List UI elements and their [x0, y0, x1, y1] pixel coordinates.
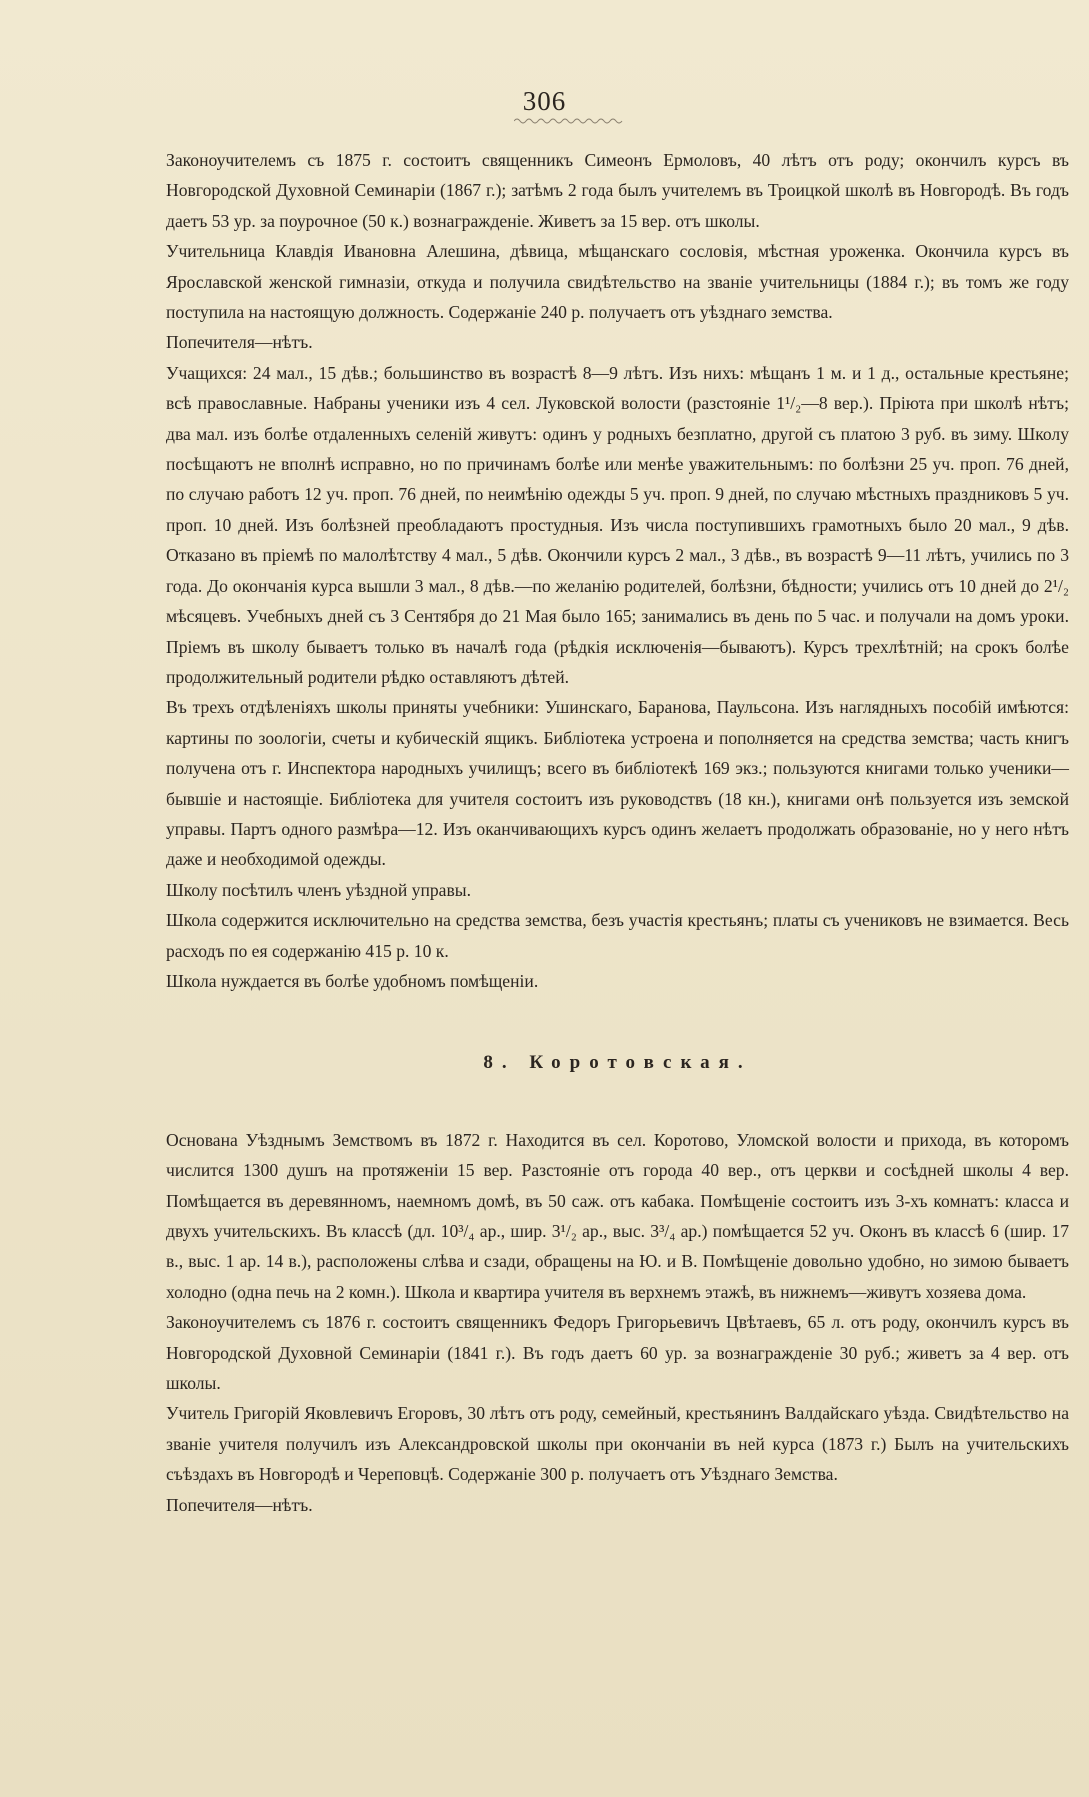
- paragraph-poseshchenie: Школу посѣтилъ членъ уѣздной управы.: [166, 879, 471, 900]
- paragraph-popechitel-1: Попечителя—нѣтъ.: [166, 332, 313, 353]
- section-heading: 8. Коротовская.: [483, 1052, 752, 1074]
- paragraph-popechitel-2: Попечителя—нѣтъ.: [166, 1494, 313, 1515]
- page-number: 306: [522, 86, 567, 116]
- paragraph-soderzhanie: Школа содержится исключительно на средства земства, безъ участія крестьянъ; платы съ учениковъ не взимается. Весь расходъ по ея содержанію 415 р. 10 к.: [166, 910, 1069, 961]
- paragraph-uchitelnitsa: Учительница Клавдія Ивановна Алешина, дѣвица, мѣщанскаго сословія, мѣстная уроженка. Окончила курсъ въ Ярославской женской гимназіи, откуда и получила свидѣтельство на званіе учительницы (1884 г.); въ томъ же году поступила на настоящую должность. Содержаніе 240 р. получаетъ отъ уѣзднаго земства.: [166, 241, 1069, 323]
- paragraph-nuzhdy: Школа нуждается въ болѣе удобномъ помѣщеніи.: [166, 970, 539, 991]
- paragraph-uchashchikhsya: Учащихся: 24 мал., 15 дѣв.; большинство въ возрастѣ 8—9 лѣтъ. Изъ нихъ: мѣщанъ 1 м. и 1 д., остальные крестьяне; всѣ православные. Набраны ученики изъ 4 сел. Луковской волости (разстояніе 1¹/₂—8 вер.). Пріюта при школѣ нѣтъ; два мал. изъ болѣе отдаленныхъ селеній живутъ: одинъ у родныхъ безплатно, другой съ платою 3 руб. въ зиму. Школу посѣщаютъ не вполнѣ исправно, но по причинамъ болѣе или менѣе уважительнымъ: по болѣзни 25 уч. проп. 76 дней, по случаю работъ 12 уч. проп. 76 дней, по неимѣнію одежды 5 уч. проп. 9 дней, по случаю мѣстныхъ праздниковъ 5 уч. проп. 10 дней. Изъ болѣзней преобладаютъ простудныя. Изъ числа поступившихъ грамотныхъ было 20 мал., 9 дѣв. Отказано въ пріемѣ по малолѣтству 4 мал., 5 дѣв. Окончили курсъ 2 мал., 3 дѣв., въ возрастѣ 9—11 лѣтъ, учились по 3 года. До окончанія курса вышли 3 мал., 8 дѣв.—по желанію родителей, болѣзни, бѣдности; учились отъ 10 дней до 2¹/₂ мѣсяцевъ. Учебныхъ дней съ 3 Сентября до 21 Мая было 165; занимались въ день по 5 час. и получали на домъ уроки. Пріемъ въ школу бываетъ только въ началѣ года (рѣдкія исключенія—бываютъ). Курсъ трехлѣтній; на срокъ болѣе продолжительный родители рѣдко оставляютъ дѣтей.: [166, 362, 1069, 687]
- paragraph-osnovana: Основана Уѣзднымъ Земствомъ въ 1872 г. Находится въ сел. Коротово, Уломской волости и прихода, въ которомъ числится 1300 душъ на протяженіи 15 вер. Разстояніе отъ города 40 вер., отъ церкви и сосѣдней школы 4 вер. Помѣщается въ деревянномъ, наемномъ домѣ, въ 50 саж. отъ кабака. Помѣщеніе состоитъ изъ 3-хъ комнатъ: класса и двухъ учительскихъ. Въ классѣ (дл. 10³/₄ ар., шир. 3¹/₂ ар., выс. 3³/₄ ар.) помѣщается 52 уч. Оконъ въ классѣ 6 (шир. 17 в., выс. 1 ар. 14 в.), расположены слѣва и сзади, обращены на Ю. и В. Помѣщеніе довольно удобно, но зимою бываетъ холодно (одна печь на 2 комн.). Школа и квартира учителя въ верхнемъ этажѣ, въ нижнемъ—живутъ хозяева дома.: [166, 1129, 1069, 1302]
- paragraph-zakonouchitel-2: Законоучителемъ съ 1876 г. состоитъ священникъ Федоръ Григорьевичъ Цвѣтаевъ, 65 л. отъ роду, окончилъ курсъ въ Новгородской Духовной Семинаріи (1841 г.). Въ годъ даетъ 60 ур. за вознагражденіе 30 руб.; живетъ за 4 вер. отъ школы.: [166, 1312, 1069, 1394]
- paragraph-uchebniki: Въ трехъ отдѣленіяхъ школы приняты учебники: Ушинскаго, Баранова, Паульсона. Изъ наглядныхъ пособій имѣются: картины по зоологіи, счеты и кубическій ящикъ. Библіотека устроена и пополняется на средства земства; часть книгъ получена отъ г. Инспектора народныхъ училищъ; всего въ библіотекѣ 169 экз.; пользуются книгами только ученики—бывшіе и настоящіе. Библіотека для учителя состоитъ изъ руководствъ (18 кн.), книгами онѣ пользуется изъ земской управы. Партъ одного размѣра—12. Изъ оканчивающихъ курсъ одинъ желаетъ продолжать образованіе, но у него нѣтъ даже и необходимой одежды.: [166, 697, 1069, 870]
- wave-ornament: [514, 117, 624, 125]
- body-text: [166, 145, 1069, 1520]
- paragraph-zakonouchitel-1: Законоучителемъ съ 1875 г. состоитъ священникъ Симеонъ Ермоловъ, 40 лѣтъ отъ роду; окончилъ курсъ въ Новгородской Духовной Семинаріи (1867 г.); затѣмъ 2 года былъ учителемъ въ Троицкой школѣ въ Новгородѣ. Въ годъ даетъ 53 ур. за поурочное (50 к.) вознагражденіе. Живетъ за 15 вер. отъ школы.: [166, 150, 1069, 231]
- paragraph-uchitel: Учитель Григорій Яковлевичъ Егоровъ, 30 лѣтъ отъ роду, семейный, крестьянинъ Валдайскаго уѣзда. Свидѣтельство на званіе учителя получилъ изъ Александровской школы при окончаніи въ ней курса (1873 г.) Былъ на учительскихъ съѣздахъ въ Новгородѣ и Череповцѣ. Содержаніе 300 р. получаетъ отъ Уѣзднаго Земства.: [166, 1403, 1069, 1485]
